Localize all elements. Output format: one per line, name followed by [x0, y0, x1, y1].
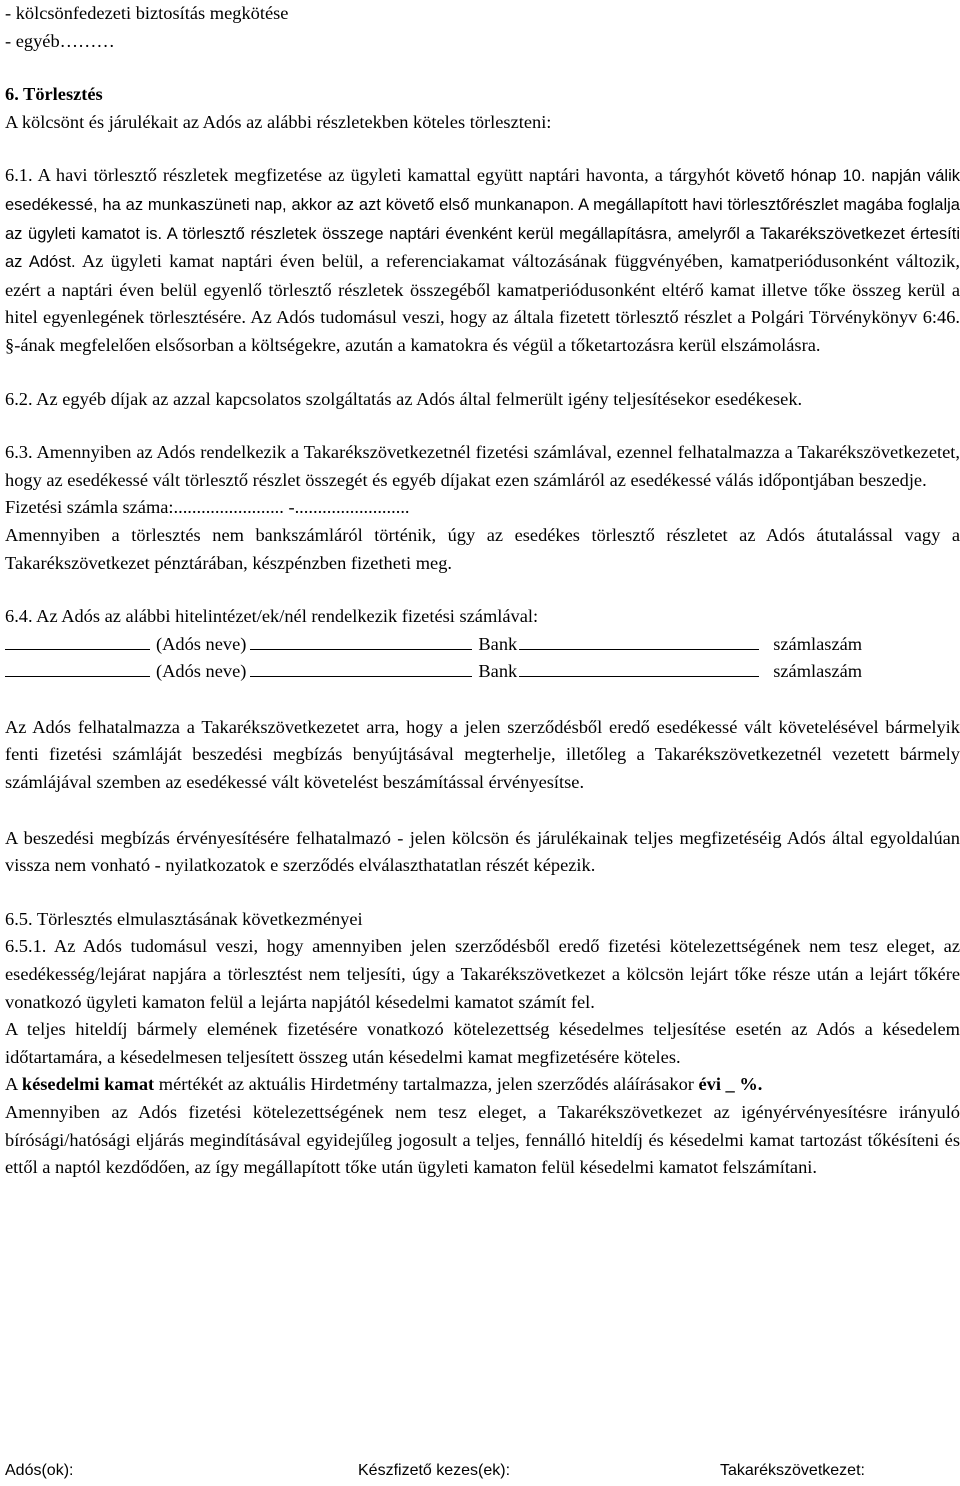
bank-label: Bank [478, 661, 518, 682]
bank-name-blank [519, 631, 759, 650]
paragraph-6-3-transfer: Amennyiben a törlesztés nem bankszámláról történik, úgy az esedékes törlesztő részletet az Adós átutalással vagy a Takarékszövetkezet pénztárában, készpénzben fizetheti meg. [5, 524, 960, 573]
late-interest-term: késedelmi kamat [21, 1074, 155, 1095]
list-item: - kölcsönfedezeti biztosítás megkötése [5, 3, 289, 23]
rate-text-mid: mértékét az aktuális Hirdetmény tartalmazza, jelen szerződés aláírásakor [154, 1074, 699, 1095]
paragraph-6-5-1: 6.5.1. Az Adós tudomásul veszi, hogy amennyiben jelen szerződésből eredő fizetési kötelezettségének nem tesz eleget, az esedékesség/lejárat napjára a törlesztést nem teljesíti, úgy a Takarékszövetkezet a kölcsön lejárt tőke része után a lejárt tőkére vonatkozó ügyleti kamaton felül a lejárta napjától késedelmi kamatot számít fel. [5, 936, 960, 1012]
separator-blank [250, 658, 472, 677]
irrevocability-paragraph: A beszedési megbízás érvényesítésére felhatalmazó - jelen kölcsön és járulékainak teljes megfizetéséig Adós által egyoldalúan vissza nem vonható - nyilatkozatok e szerződés elválaszthatatlan részét képezik. [5, 827, 960, 876]
account-row [5, 631, 960, 659]
debtor-name-label: (Adós neve) [156, 633, 247, 654]
authorization-paragraph: Az Adós felhatalmazza a Takarékszövetkezetet arra, hogy a jelen szerződésből eredő esedékessé vált követelésével bármelyik fenti fizetési számláját beszedési megbízás benyújtásával megterhelje, illetőleg a Takarékszövetkezetnél vezetett bármely számlájával szemben az esedékessé vált követelést beszámítással érvényesítse. [5, 716, 960, 793]
paragraph-6-5-1-fee: A teljes hiteldíj bármely elemének fizetésére vonatkozó kötelezettség késedelmes teljesítése esetén az Adós a késedelem időtartamára, a késedelmesen teljesített összeg után késedelmi kamat megfizetésére köteles. [5, 1019, 960, 1067]
subsection-heading-6-5: 6.5. Törlesztés elmulasztásának következményei [5, 908, 363, 929]
debtor-signature-label: Adós(ok): [5, 1462, 74, 1479]
paragraph-6-2: 6.2. Az egyéb díjak az azzal kapcsolatos szolgáltatás az Adós által felmerült igény teljesítésekor esedékesek. [5, 388, 803, 409]
bank-name-blank [519, 658, 759, 677]
paragraph-6-3: 6.3. Amennyiben az Adós rendelkezik a Takarékszövetkezetnél fizetési számlával, ezennel felhatalmazza a Takarékszövetkezetet, hogy az esedékessé vált törlesztő részlet összegét és egyéb díjakat ezen számláról az esedékessé válás időpontjában beszedje. [5, 442, 960, 490]
account-number-line: Fizetési számla száma:........................ -......................... [5, 497, 410, 518]
rate-text-pre: A [5, 1074, 22, 1095]
section-intro: A kölcsönt és járulékait az Adós az alábbi részletekben köteles törleszteni: [5, 111, 552, 132]
paragraph-6-1-lead: 6.1. A havi törlesztő részletek megfizetése az ügyleti kamattal együtt naptári havonta, a tárgyhót [5, 165, 730, 186]
account-row [5, 658, 960, 686]
paragraph-6-4: 6.4. Az Adós az alábbi hitelintézet/ek/nél rendelkezik fizetési számlával: [5, 606, 539, 627]
paragraph-6-1 [5, 162, 960, 359]
debtor-name-label: (Adós neve) [156, 661, 247, 682]
document-page [5, 0, 960, 1182]
bank-label: Bank [478, 633, 518, 654]
section-heading: 6. Törlesztés [5, 84, 103, 105]
paragraph-6-1-interest: Az ügyleti kamat naptári éven belül, a referenciakamat változásának függvényében, kamatperiódusonként változik, ezért a naptári éven belül egyenlő törlesztő részletek összegéből kamatperiódusonként eltérő kamat illetve tőke összeg kerül a hitel egyenlegének törlesztésére. Az Adós tudomásul veszi, hogy az általa fizetett törlesztő részlet a Polgári Törvénykönyv 6:46. §-ának megfelelően elsősorban a költségekre, azután a kamatokra és végül a tőketartozásra kerül elszámolásra. [5, 251, 960, 355]
account-number-label: számlaszám [773, 661, 863, 682]
guarantor-signature-label: Készfizető kezes(ek): [358, 1462, 511, 1479]
account-number-label: számlaszám [773, 633, 863, 654]
annual-rate-blank: évi _ %. [698, 1074, 763, 1095]
debtor-name-blank [5, 631, 150, 650]
cooperative-signature-label: Takarékszövetkezet: [720, 1462, 865, 1479]
separator-blank [250, 631, 472, 650]
paragraph-6-5-1-rate [5, 1071, 960, 1099]
list-item: - egyéb……… [5, 30, 115, 51]
paragraph-6-1-due: követő hónap 10. napján válik esedékessé, ha az munkaszüneti nap, akkor az azt követő első munkanapon. A megállapított havi törlesztőrészlet magába foglalja az ügyleti kamatot is. A törlesztő részletek összege naptári évenként kerül megállapításra, amelyről a Takarékszövetkezet értesíti az Adóst. [5, 167, 960, 272]
paragraph-6-5-1-capitalization: Amennyiben az Adós fizetési kötelezettségének nem tesz eleget, a Takarékszövetkezet az igényérvényesítésre irányuló bírósági/hatósági eljárás megindításával egyidejűleg jogosult a teljes, fennálló hiteldíj és késedelmi kamat tartozást tőkésíteni és ettől a naptól kezdődően, az így megállapított tőke után ügyleti kamaton felül késedelmi kamatot felszámítani. [5, 1102, 960, 1178]
debtor-name-blank [5, 658, 150, 677]
